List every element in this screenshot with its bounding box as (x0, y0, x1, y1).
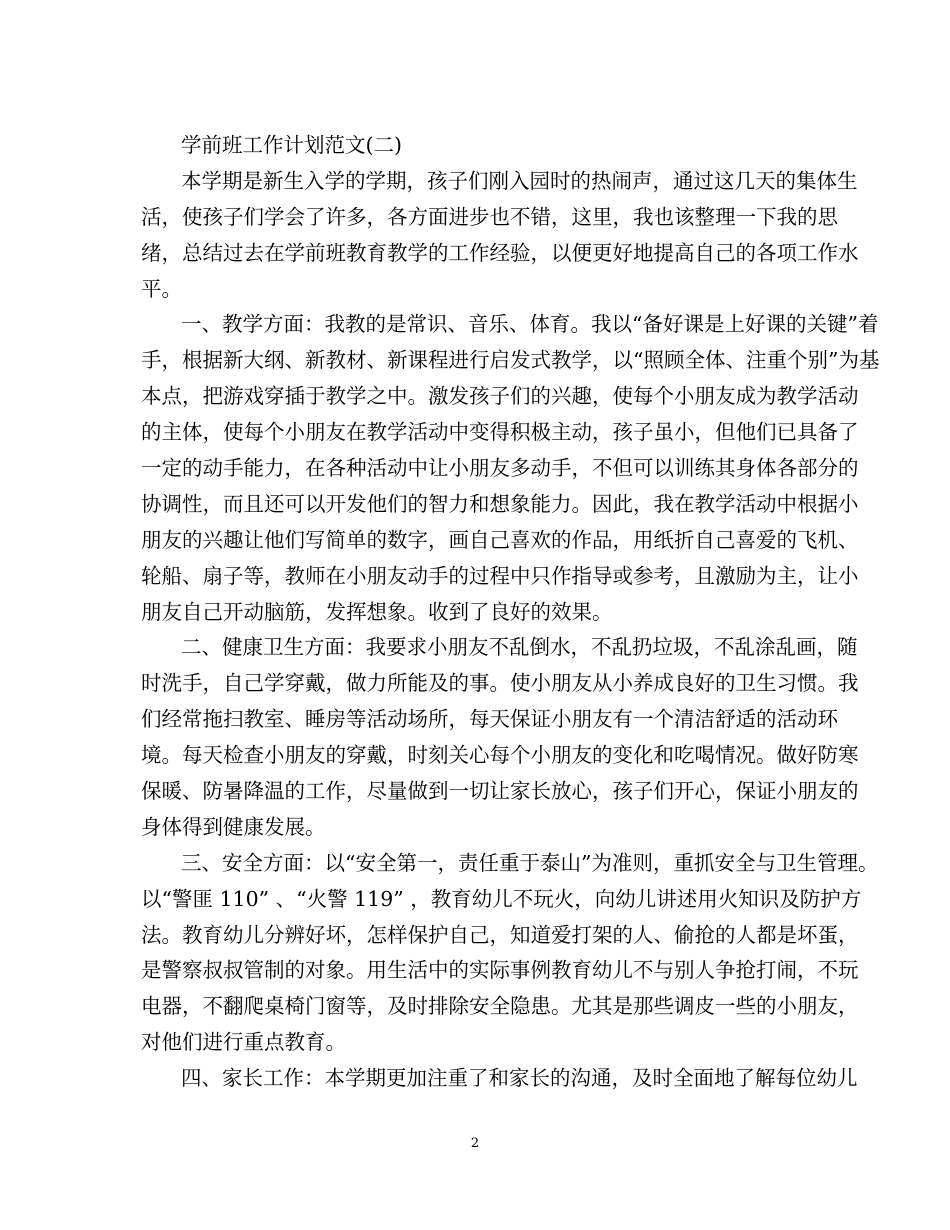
paragraph-line: 们经常拖扫教室、睡房等活动场所，每天保证小朋友有一个清洁舒适的活动环 (141, 707, 838, 732)
document-body (141, 128, 880, 1097)
paragraph-line: 朋友自己开动脑筋，发挥想象。收到了良好的效果。 (141, 599, 613, 624)
paragraph-line: 电器，不翻爬桌椅门窗等，及时排除安全隐患。尤其是那些调皮一些的小朋友， (141, 994, 859, 1019)
paragraph-line: 对他们进行重点教育。 (141, 1030, 346, 1055)
paragraph-line: 一定的动手能力，在各种活动中让小朋友多动手，不但可以训练其身体各部分的 (141, 456, 859, 481)
paragraph-line: 是警察叔叔管制的对象。用生活中的实际事例教育幼儿不与别人争抢打闹，不玩 (141, 958, 859, 983)
paragraph-line: 以“警匪 110” 、“火警 119” ，教育幼儿不玩火，向幼儿讲述用火知识及防护方 (141, 886, 862, 911)
paragraph-line: 本学期是新生入学的学期，孩子们刚入园时的热闹声，通过这几天的集体生 (181, 168, 858, 193)
paragraph-line: 的主体，使每个小朋友在教学活动中变得积极主动，孩子虽小，但他们已具备了 (141, 420, 859, 445)
paragraph-line: 时洗手，自己学穿戴，做力所能及的事。使小朋友从小养成良好的卫生习惯。我 (141, 671, 859, 696)
paragraph-line: 活，使孩子们学会了许多，各方面进步也不错，这里，我也该整理一下我的思 (141, 204, 838, 229)
paragraph-line: 平。 (141, 276, 182, 301)
paragraph-line: 法。教育幼儿分辨好坏，怎样保护自己，知道爱打架的人、偷抢的人都是坏蛋， (141, 922, 859, 947)
section-title: 学前班工作计划范文(二) (181, 133, 402, 157)
paragraph-line: 手，根据新大纲、新教材、新课程进行启发式教学，以“照顾全体、注重个别”为基 (141, 348, 880, 373)
paragraph-line: 协调性，而且还可以开发他们的智力和想象能力。因此，我在教学活动中根据小 (141, 491, 859, 516)
paragraph-line: 三、安全方面：以“安全第一，责任重于泰山”为准则，重抓安全与卫生管理。 (181, 850, 879, 875)
paragraph-line: 保暖、防暑降温的工作，尽量做到一切让家长放心，孩子们开心，保证小朋友的 (141, 779, 859, 804)
paragraph-line: 本点，把游戏穿插于教学之中。激发孩子们的兴趣，使每个小朋友成为教学活动 (141, 384, 859, 409)
page-number: 2 (470, 1136, 480, 1151)
paragraph-line: 朋友的兴趣让他们写简单的数字，画自己喜欢的作品，用纸折自己喜爱的飞机、 (141, 527, 859, 552)
paragraph-line: 轮船、扇子等，教师在小朋友动手的过程中只作指导或参考，且激励为主，让小 (141, 563, 859, 588)
paragraph-line: 绪，总结过去在学前班教育教学的工作经验，以便更好地提高自己的各项工作水 (141, 240, 859, 265)
paragraph-line: 二、健康卫生方面：我要求小朋友不乱倒水，不乱扔垃圾，不乱涂乱画，随 (181, 635, 858, 660)
paragraph-line: 身体得到健康发展。 (141, 814, 326, 839)
paragraph-line: 一、教学方面：我教的是常识、音乐、体育。我以“备好课是上好课的关键”着 (181, 312, 879, 337)
paragraph-line: 四、家长工作：本学期更加注重了和家长的沟通，及时全面地了解每位幼儿 (181, 1066, 858, 1091)
paragraph-line: 境。每天检查小朋友的穿戴，时刻关心每个小朋友的变化和吃喝情况。做好防寒 (141, 743, 859, 768)
